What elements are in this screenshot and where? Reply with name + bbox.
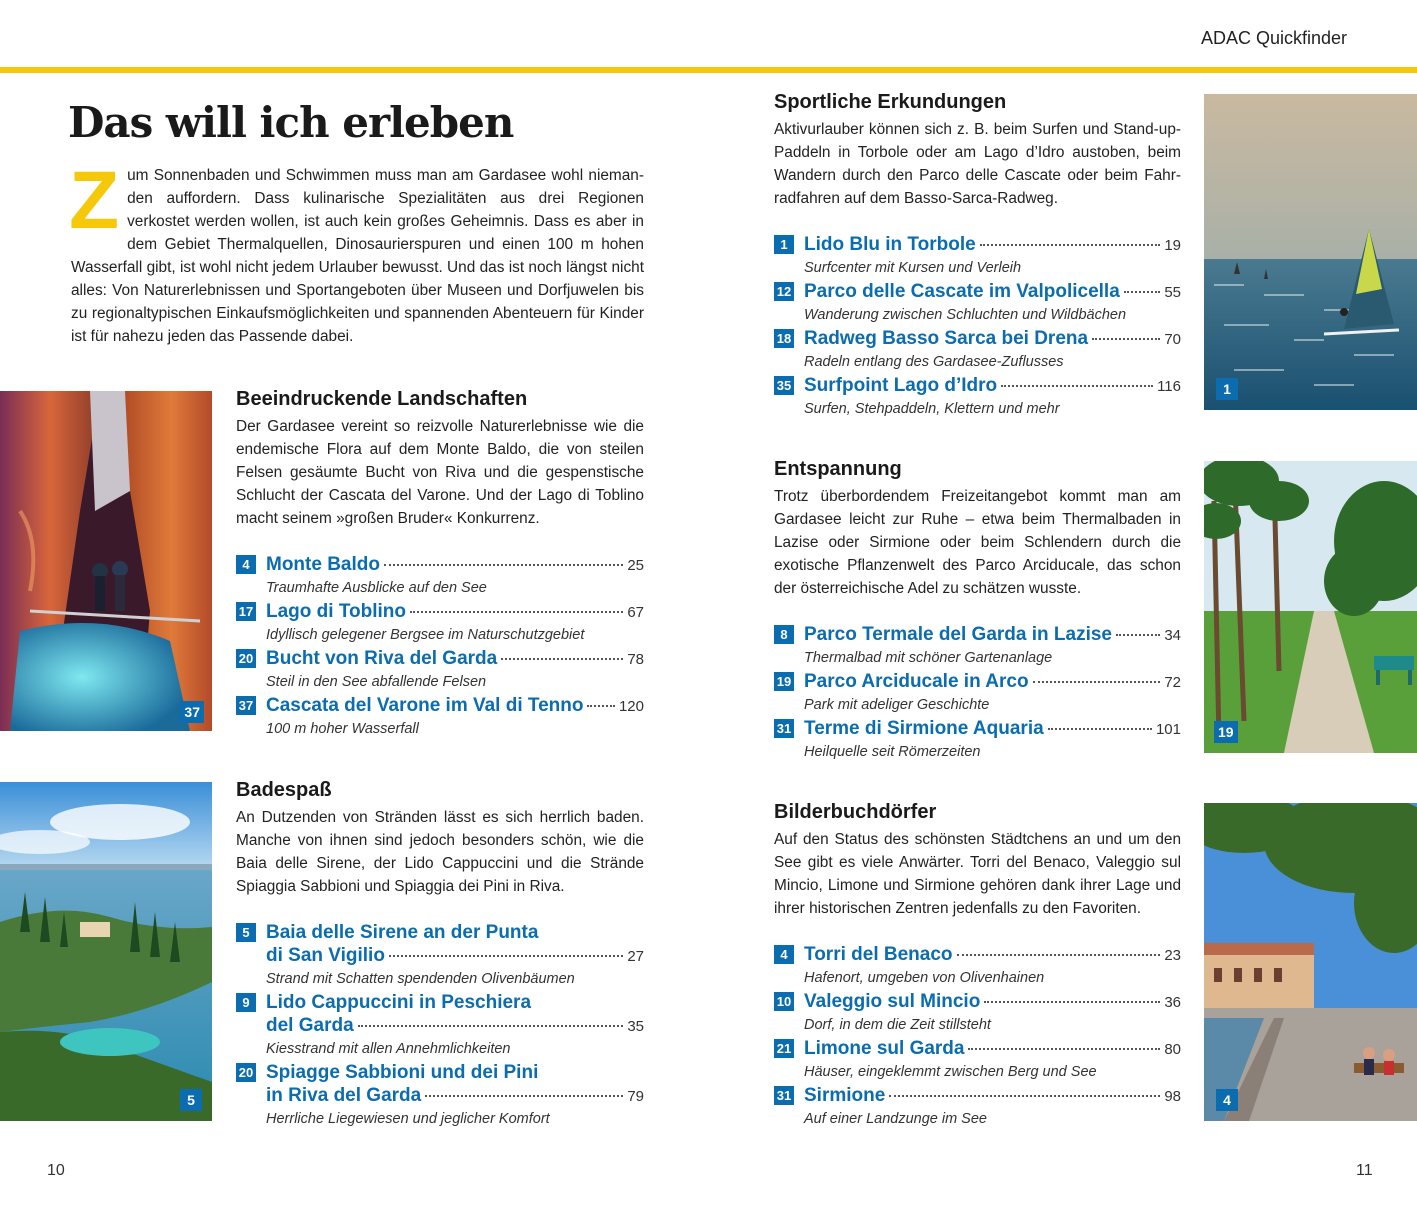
page-ref: 23 (1164, 947, 1181, 964)
entry-number: 31 (774, 719, 794, 738)
section-body: An Dutzenden von Stränden lässt es sich herrlich baden. Manche von ihnen sind jedoch besonders schön, wie die Baia delle Sirene, der Lido Cappuccini und die Strände Spiaggia Sabbioni und Spiaggia dei Pini in Riva. (236, 809, 644, 895)
section-sport (774, 91, 1181, 421)
entry-description: Heilquelle seit Römerzeiten (804, 744, 981, 760)
entry-description: Hafenort, umgeben von Olivenhainen (804, 970, 1045, 986)
entry-description: Herrliche Liegewiesen und jeglicher Komfort (266, 1111, 550, 1127)
page-ref: 35 (627, 1018, 644, 1035)
leader-dots (1124, 291, 1161, 293)
entry-title-link[interactable]: Parco Termale del Garda in Lazise (804, 624, 1112, 645)
list-item[interactable] (774, 1084, 1181, 1130)
photo-number-badge: 1 (1216, 378, 1238, 400)
list-item[interactable] (236, 921, 644, 990)
page-ref: 34 (1164, 627, 1181, 644)
leader-dots (1092, 338, 1160, 340)
entry-description: Häuser, eingeklemmt zwischen Berg und See (804, 1064, 1097, 1080)
photo-promenade (1204, 803, 1417, 1121)
entry-title-link[interactable]: di San Vigilio (266, 945, 385, 966)
entry-description: Steil in den See abfallende Felsen (266, 674, 487, 690)
photo-palm-avenue (1204, 461, 1417, 753)
dropcap: Z (69, 155, 120, 246)
list-item[interactable] (774, 943, 1181, 989)
entry-number: 35 (774, 376, 794, 395)
leader-dots (1048, 728, 1152, 730)
list-item[interactable] (236, 991, 644, 1060)
leader-dots (980, 244, 1161, 246)
page-title: Das will ich erleben (68, 98, 514, 147)
section-doerfer (774, 801, 1181, 1131)
entry-description: Idyllisch gelegener Bergsee im Naturschutzgebiet (266, 627, 585, 643)
page-ref: 55 (1164, 284, 1181, 301)
entry-description: Dorf, in dem die Zeit stillsteht (804, 1017, 991, 1033)
entry-description: Park mit adeliger Geschichte (804, 697, 990, 713)
leader-dots (889, 1095, 1160, 1097)
list-item[interactable] (774, 280, 1181, 326)
gorge-image (0, 391, 212, 731)
entry-description: Surfen, Stehpaddeln, Klettern und mehr (804, 401, 1060, 417)
entry-title-link[interactable]: Torri del Benaco (804, 944, 953, 965)
entry-title-link[interactable]: Cascata del Varone im Val di Tenno (266, 695, 584, 716)
entry-title-link[interactable]: Terme di Sirmione Aquaria (804, 718, 1044, 739)
page-ref: 25 (627, 557, 644, 574)
entry-number: 9 (236, 993, 256, 1012)
leader-dots (968, 1048, 1160, 1050)
list-item[interactable] (774, 990, 1181, 1036)
entry-number: 18 (774, 329, 794, 348)
entry-title-link[interactable]: Limone sul Garda (804, 1038, 965, 1059)
page-ref: 116 (1157, 378, 1181, 395)
section-title: Sportliche Erkundungen (774, 91, 1007, 113)
list-item[interactable] (236, 600, 644, 646)
entry-description: Traumhafte Ausblicke auf den See (266, 580, 487, 596)
leader-dots (984, 1001, 1160, 1003)
entry-title-link[interactable]: Parco Arciducale in Arco (804, 671, 1029, 692)
leader-dots (587, 705, 614, 707)
section-body: Auf den Status des schönsten Städtchens an und um den See gibt es viele Anwärter. Torri del Benaco, Valeggio sul Mincio, Limone und Sirmione gehören dank ihrer Lage und ihrer historischen Zentren jedenfalls zu den Favoriten. (774, 831, 1181, 917)
entry-number: 19 (774, 672, 794, 691)
entry-description: Surfcenter mit Kursen und Verleih (804, 260, 1022, 276)
page-ref: 120 (618, 698, 644, 715)
list-item[interactable] (236, 647, 644, 693)
entry-title-line1[interactable]: Baia delle Sirene an der Punta (266, 922, 539, 943)
entry-number: 1 (774, 235, 794, 254)
photo-number-badge: 4 (1216, 1089, 1238, 1111)
entry-title-link[interactable]: del Garda (266, 1015, 354, 1036)
entry-title-line1[interactable]: Spiagge Sabbioni und dei Pini (266, 1062, 539, 1083)
photo-windsurfer (1204, 94, 1417, 410)
section-body: Aktivurlauber können sich z. B. beim Surfen und Stand-up-Paddeln in Torbole oder am Lago d’Idro austoben, beim Wandern durch den Parco delle Cascate oder beim Fahrradfahren auf dem Basso-Sarca-Radweg. (774, 121, 1181, 207)
entry-description: Radeln entlang des Gardasee-Zuflusses (804, 354, 1064, 370)
page-ref: 101 (1155, 721, 1181, 738)
park-image (1204, 461, 1417, 753)
entry-description: Auf einer Landzunge im See (804, 1111, 987, 1127)
entry-number: 17 (236, 602, 256, 621)
leader-dots (425, 1095, 623, 1097)
leader-dots (384, 564, 623, 566)
entry-description: Strand mit Schatten spendenden Olivenbäumen (266, 971, 575, 987)
entry-description: Thermalbad mit schöner Gartenanlage (804, 650, 1053, 666)
leader-dots (957, 954, 1161, 956)
list-item[interactable] (774, 327, 1181, 373)
list-item[interactable] (774, 623, 1181, 669)
leader-dots (1116, 634, 1160, 636)
entry-number: 31 (774, 1086, 794, 1105)
section-entspannung (774, 458, 1181, 764)
section-title: Entspannung (774, 458, 902, 480)
entry-number: 5 (236, 923, 256, 942)
entry-number: 20 (236, 649, 256, 668)
section-body: Der Gardasee vereint so reizvolle Naturerlebnisse wie die endemische Flora auf dem Monte Baldo, die von steilen Felsen gesäumte Bucht von Riva und die gespenstische Schlucht der Cascata del Varone. Und der Lago di Toblino macht seinem »großen Bruder« Konkurrenz. (236, 418, 644, 527)
entry-title-link[interactable]: Valeggio sul Mincio (804, 991, 981, 1012)
leader-dots (1033, 681, 1161, 683)
page-ref: 72 (1164, 674, 1181, 691)
list-item[interactable] (774, 670, 1181, 716)
section-body: Trotz überbordendem Freizeitangebot kommt man am Gardasee leicht zur Ruhe – etwa beim Thermalbaden in Lazise oder Sirmione oder beim Schlendern durch die exotische Pflanzenwelt des Parco Arciducale, das schon der österreichische Adel zu schätzen wusste. (774, 488, 1181, 597)
page-ref: 19 (1164, 237, 1181, 254)
quickfinder-label: ADAC Quickfinder (1200, 28, 1347, 48)
entry-number: 20 (236, 1063, 256, 1082)
list-item[interactable] (236, 694, 644, 740)
list-item[interactable] (774, 233, 1181, 279)
entry-number: 37 (236, 696, 256, 715)
entry-title-link[interactable]: in Riva del Garda (266, 1085, 422, 1106)
entry-number: 4 (774, 945, 794, 964)
page-ref: 67 (627, 604, 644, 621)
section-title: Badespaß (236, 779, 332, 801)
intro-paragraph (69, 155, 644, 348)
entry-number: 4 (236, 555, 256, 574)
photo-number-badge: 5 (180, 1089, 202, 1111)
section-landschaften (236, 388, 644, 741)
list-item[interactable] (774, 374, 1181, 420)
intro-text: um Sonnenbaden und Schwimmen muss man am Gardasee wohl niemanden auffordern. Dass kulinarische Spezialitäten aus drei Regionen verkostet werden wollen, ist auch kein großes Geheimnis. Dass es aber in dem Gebiet Thermalquellen, Dinosaurierspuren und einen 100 m hohen Wasserfall gibt, ist wohl nicht jedem Urlauber bewusst. Und das ist noch längst nicht alles: Von Naturerlebnissen und Sportangeboten über Museen und Dorfjuwelen bis zu regionaltypischen Einkaufsmöglichkeiten und spannenden Abenteuern für Kinder ist für nahezu jeden das Passende dabei. (71, 167, 644, 345)
entry-title-link[interactable]: Lido Blu in Torbole (804, 234, 976, 255)
photo-number-badge: 37 (180, 701, 204, 723)
entry-number: 12 (774, 282, 794, 301)
village-image (1204, 803, 1417, 1121)
windsurf-image (1204, 94, 1417, 410)
page-ref: 27 (627, 948, 644, 965)
photo-lake-coast (0, 782, 212, 1121)
coast-image (0, 782, 212, 1121)
entry-title-link[interactable]: Bucht von Riva del Garda (266, 648, 498, 669)
page-ref: 79 (627, 1088, 644, 1105)
section-title: Bilderbuchdörfer (774, 801, 937, 823)
leader-dots (389, 955, 623, 957)
entry-title-link[interactable]: Monte Baldo (266, 554, 380, 575)
page-ref: 98 (1164, 1088, 1181, 1105)
page-number-right: 11 (1356, 1162, 1373, 1179)
leader-dots (1001, 385, 1153, 387)
section-title: Beeindruckende Landschaften (236, 388, 528, 410)
entry-title-link[interactable]: Surfpoint Lago d’Idro (804, 375, 998, 396)
page-ref: 80 (1164, 1041, 1181, 1058)
entry-title-link[interactable]: Radweg Basso Sarca bei Drena (804, 328, 1089, 349)
leader-dots (501, 658, 623, 660)
entry-number: 8 (774, 625, 794, 644)
leader-dots (410, 611, 623, 613)
entry-number: 10 (774, 992, 794, 1011)
entry-title-link[interactable]: Lago di Toblino (266, 601, 407, 622)
page-ref: 78 (627, 651, 644, 668)
list-item[interactable] (236, 1061, 644, 1130)
section-badespass (236, 779, 644, 1131)
entry-description: Kiesstrand mit allen Annehmlichkeiten (266, 1041, 511, 1057)
entry-description: Wanderung zwischen Schluchten und Wildbächen (804, 307, 1127, 323)
page-number-left: 10 (47, 1162, 65, 1179)
list-item[interactable] (774, 717, 1181, 763)
leader-dots (358, 1025, 624, 1027)
entry-title-link[interactable]: Parco delle Cascate im Valpolicella (804, 281, 1120, 302)
photo-number-badge: 19 (1214, 721, 1238, 743)
entry-description: 100 m hoher Wasserfall (266, 721, 419, 737)
entry-title-line1[interactable]: Lido Cappuccini in Peschiera (266, 992, 532, 1013)
yellow-rule (0, 67, 1417, 73)
list-item[interactable] (236, 553, 644, 599)
entry-title-link[interactable]: Sirmione (804, 1085, 886, 1106)
photo-gorge (0, 391, 212, 731)
entry-number: 21 (774, 1039, 794, 1058)
page-ref: 36 (1164, 994, 1181, 1011)
page-ref: 70 (1164, 331, 1181, 348)
list-item[interactable] (774, 1037, 1181, 1083)
